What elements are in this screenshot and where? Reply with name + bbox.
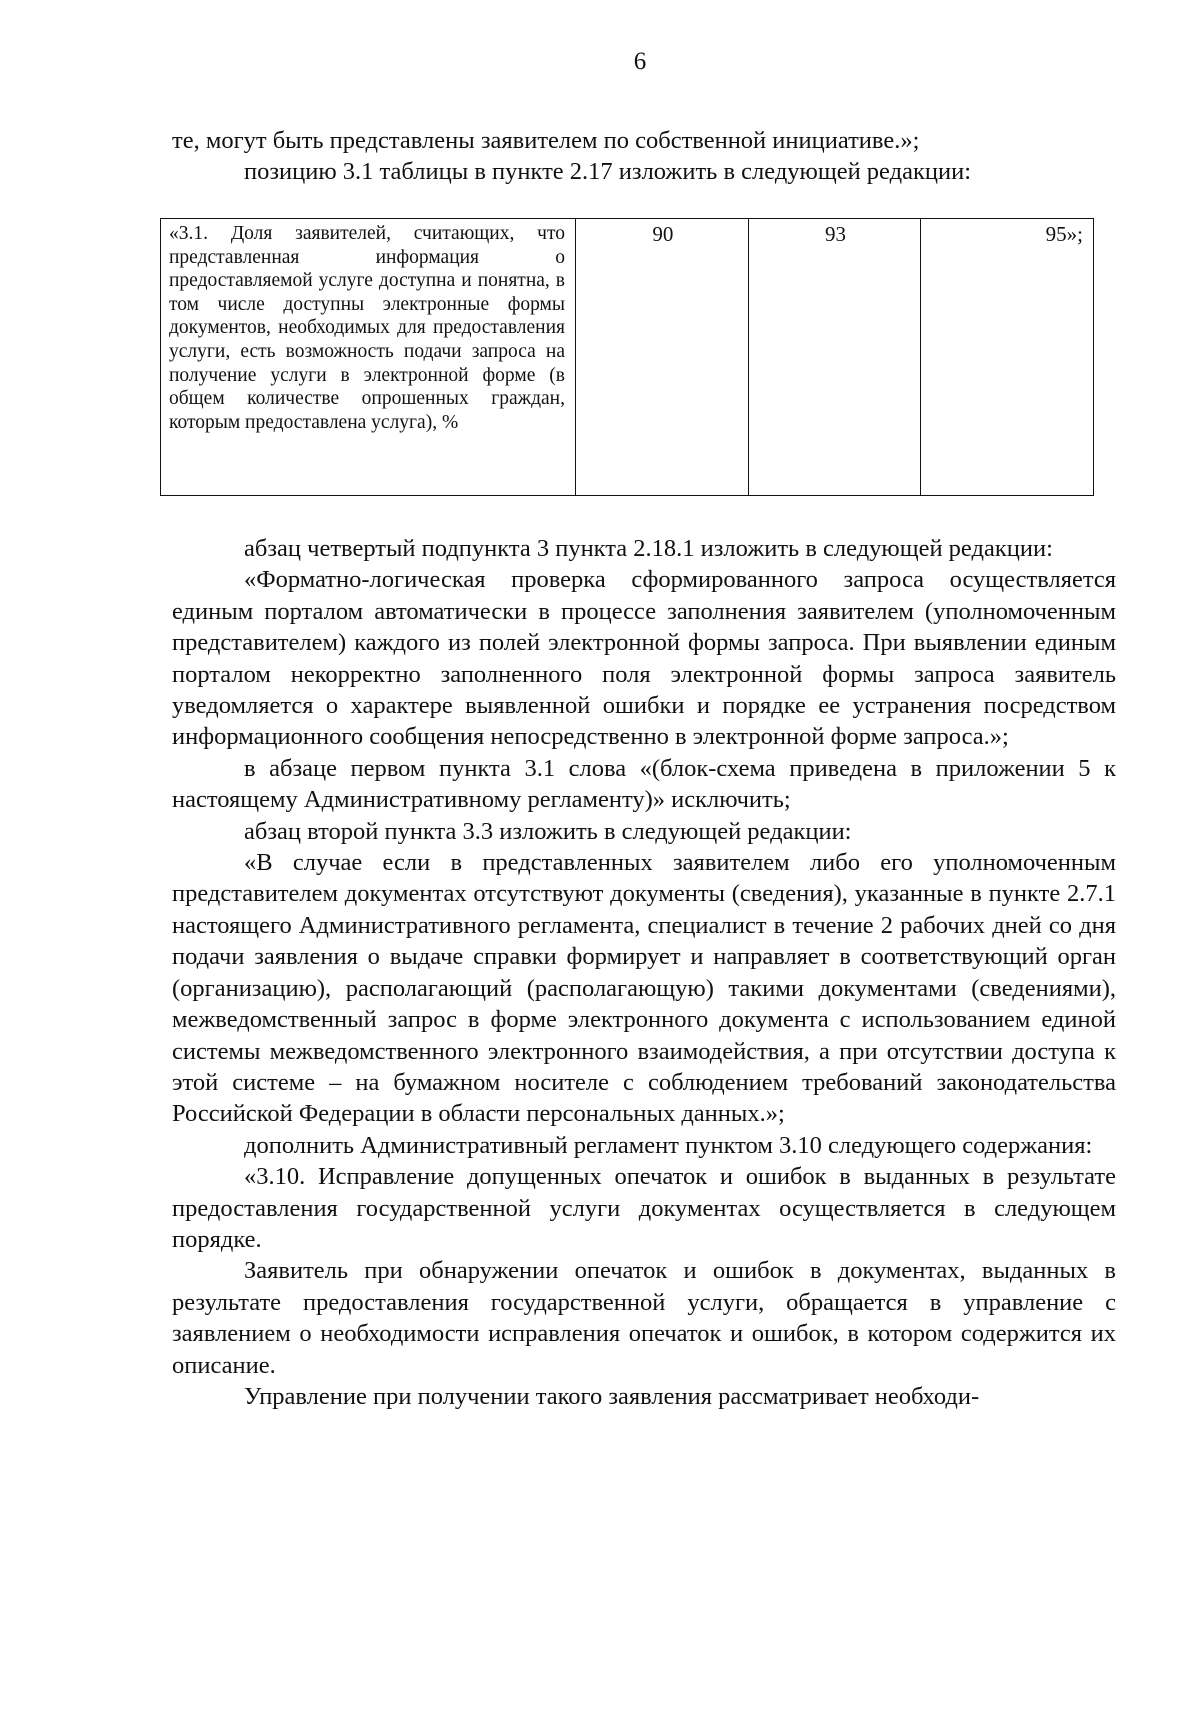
intro-block — [172, 125, 1116, 188]
table-row — [161, 219, 1094, 496]
indicator-cell: «3.1. Доля заявителей, считающих, что представленная информация о предоставляемой услуге доступна и понятна, в том числе доступны электронные формы документов, необходимых для предоставления услуги, есть возможность подачи запроса на получение услуги в электронной форме (в общем количестве опрошенных граждан, которым предоставлена услуга), % — [161, 219, 576, 496]
intro-paragraph-1: те, могут быть представлены заявителем по собственной инициативе.»; — [172, 127, 920, 154]
intro-paragraph-2: позицию 3.1 таблицы в пункте 2.17 изложить в следующей редакции: — [244, 158, 971, 186]
paragraph: абзац четвертый подпункта 3 пункта 2.18.1 изложить в следующей редакции: — [244, 535, 1053, 562]
paragraph: Управление при получении такого заявления рассматривает необходи- — [244, 1382, 980, 1410]
paragraph: в абзаце первом пункта 3.1 слова «(блок-схема приведена в приложении 5 к настоящему Административному регламенту)» исключить; — [172, 754, 1116, 814]
value-cell-2: 93 — [748, 219, 921, 496]
indicator-table — [160, 218, 1094, 496]
value-cell-1: 90 — [576, 219, 749, 496]
paragraph: абзац второй пункта 3.3 изложить в следующей редакции: — [244, 817, 852, 845]
paragraph: дополнить Административный регламент пунктом 3.10 следующего содержания: — [244, 1131, 1093, 1159]
paragraph: «Форматно-логическая проверка сформированного запроса осуществляется единым порталом автоматически в процессе заполнения заявителем (уполномоченным представителем) каждого из полей электронной формы запроса. При выявлении единым порталом некорректно заполненного поля электронной формы запроса заявитель уведомляется о характере выявленной ошибки и порядке ее устранения посредством информационного сообщения непосредственно в электронной форме запроса.»; — [172, 566, 1116, 751]
page-number: 6 — [633, 48, 647, 75]
paragraph: «3.10. Исправление допущенных опечаток и ошибок в выданных в результате предоставления государственной услуги документах осуществляется в следующем порядке. — [172, 1163, 1116, 1253]
body-text — [172, 533, 1116, 1412]
paragraph: Заявитель при обнаружении опечаток и ошибок в документах, выданных в результате предоставления государственной услуги, обращается в управление с заявлением о необходимости исправления опечаток и ошибок, в котором содержится их описание. — [172, 1257, 1116, 1379]
value-cell-3: 95»; — [921, 219, 1094, 496]
paragraph: «В случае если в представленных заявителем либо его уполномоченным представителем документах отсутствуют документы (сведения), указанные в пункте 2.7.1 настоящего Административного регламента, специалист в течение 2 рабочих дней со дня подачи заявления о выдаче справки формирует и направляет в соответствующий орган (организацию), располагающий (располагающую) такими документами (сведениями), межведомственный запрос в форме электронного документа с использованием единой системы межведомственного электронного взаимодействия, а при отсутствии доступа к этой системе – на бумажном носителе с соблюдением требований законодательства Российской Федерации в области персональных данных.»; — [172, 849, 1116, 1128]
